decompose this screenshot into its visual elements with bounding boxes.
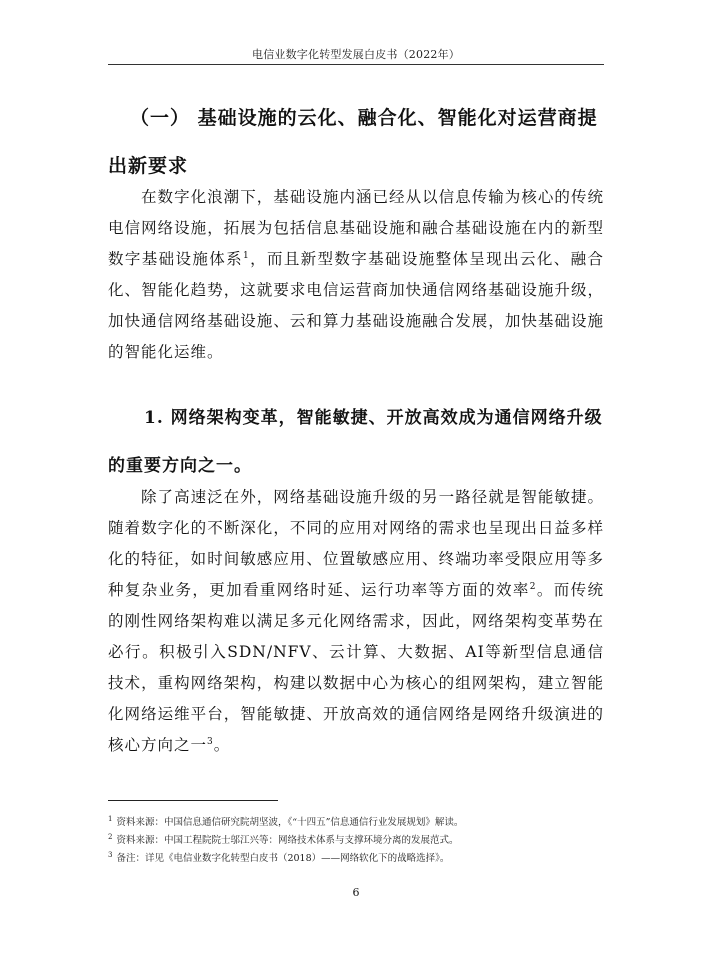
footnote-ref-2[interactable]: 2 [529, 581, 537, 592]
footnotes [108, 812, 608, 866]
footnote-ref-1[interactable]: 1 [242, 250, 250, 261]
section-title: （一） 基础设施的云化、融合化、智能化对运营商提出新要求 [108, 107, 598, 177]
footnote [108, 830, 608, 848]
page-number: 6 [352, 886, 360, 899]
paragraph-1 [108, 182, 604, 368]
paragraph-1-text-a: 在数字化浪潮下，基础设施内涵已经从以信息传输为核心的传统电信网络设施，拓展为包括信息基础设施和融合基础设施在内的新型数字基础设施体系 [108, 188, 604, 268]
paragraph-2-text-c: 。 [213, 736, 231, 754]
footnote-text: 资料来源：中国信息通信研究院胡坚波，《“十四五”信息通信行业发展规划》解读。 [116, 817, 464, 829]
paragraph-1-text-b: ，而且新型数字基础设施整体呈现出云化、融合化、智能化趋势，这就要求电信运营商加快通信网络基础设施升级，加快通信网络基础设施、云和算力基础设施融合发展，加快基础设施的智能化运维。 [108, 250, 604, 361]
footnote-mark: 3 [108, 851, 113, 860]
footnote-text: 备注：详见《电信业数字化转型白皮书（2018）——网络软化下的战略选择》。 [116, 853, 450, 865]
paragraph-2-text-a: 除了高速泛在外，网络基础设施升级的另一路径就是智能敏捷。随着数字化的不断深化，不同的应用对网络的需求也呈现出日益多样化的特征，如时间敏感应用、位置敏感应用、终端功率受限应用等多种复杂业务，更加看重网络时延、运行功率等方面的效率 [108, 488, 604, 599]
paragraph-2-text-b: 。而传统的刚性网络架构难以满足多元化网络需求，因此，网络架构变革势在必行。积极引入SDN/NFV、云计算、大数据、AI等新型信息通信技术，重构网络架构，构建以数据中心为核心的组网架构，建立智能化网络运维平台，智能敏捷、开放高效的通信网络是网络升级演进的核心方向之一 [108, 581, 604, 754]
footnote-ref-3[interactable]: 3 [207, 736, 214, 747]
footnote-mark: 1 [108, 815, 113, 823]
footnote-text: 资料来源：中国工程院院士邬江兴等：网络技术体系与支撑环境分离的发展范式。 [116, 835, 459, 847]
footnote [108, 812, 608, 830]
header-rule [108, 64, 604, 65]
footnote-mark: 2 [108, 833, 113, 842]
footnote [108, 848, 608, 866]
subsection-title: 1. 网络架构变革，智能敏捷、开放高效成为通信网络升级的重要方向之一。 [108, 408, 603, 476]
paragraph-2 [108, 482, 604, 761]
running-header: 电信业数字化转型发展白皮书（2022年） [252, 48, 460, 61]
footnote-rule [108, 800, 278, 801]
